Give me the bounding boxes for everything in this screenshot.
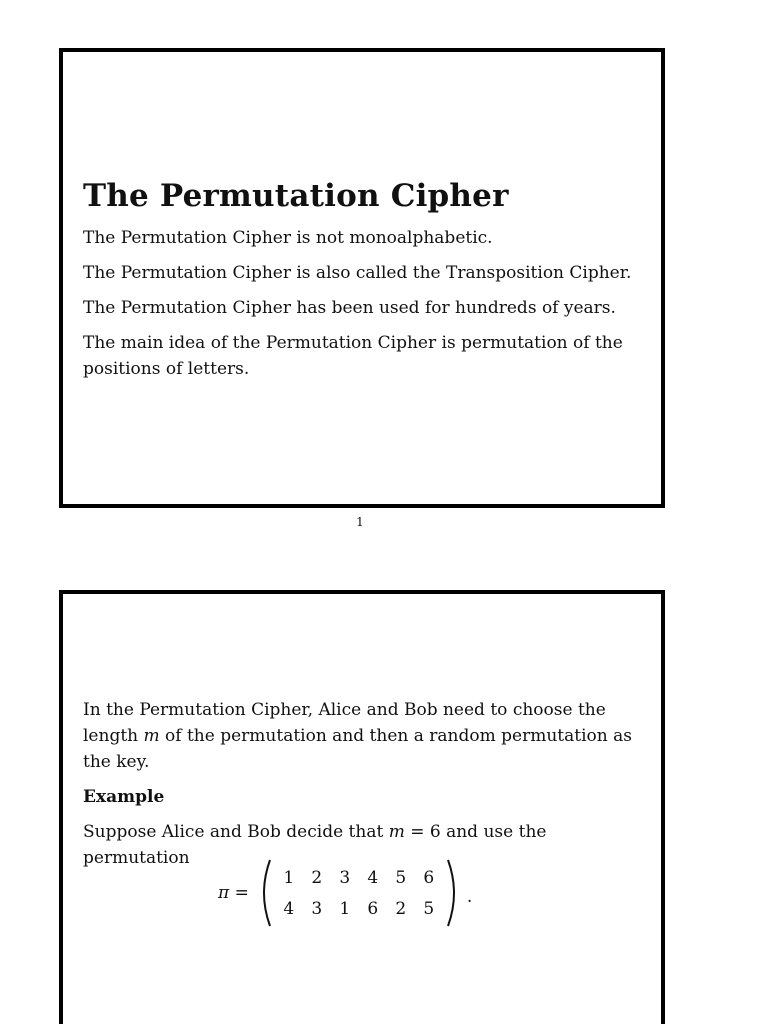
- matrix-cell: 6: [367, 898, 379, 919]
- permutation-lhs: [218, 883, 249, 903]
- suppose-equation: = 6 and use the permutation: [83, 822, 547, 868]
- intro-paragraph: [83, 697, 641, 775]
- slide-1: [59, 48, 665, 508]
- matrix-cell: 4: [283, 898, 295, 919]
- slide-1-body: [83, 225, 633, 391]
- pi-symbol: π: [218, 883, 230, 903]
- matrix-cell: 4: [367, 867, 379, 888]
- math-variable-m: m: [388, 822, 405, 842]
- example-heading: Example: [83, 787, 165, 807]
- matrix-cell: 2: [395, 898, 407, 919]
- slide-2-body: [83, 697, 641, 880]
- intro-text-part2: of the permutation and then a random permutation as the key.: [83, 726, 632, 772]
- slide-2: [59, 590, 665, 1024]
- equals-sign: =: [234, 883, 249, 903]
- paragraph: The main idea of the Permutation Cipher is permutation of the positions of letters.: [83, 333, 623, 379]
- matrix-cell: 6: [423, 867, 435, 888]
- paragraph: The Permutation Cipher has been used for hundreds of years.: [83, 298, 616, 318]
- permutation-matrix: [273, 862, 445, 924]
- math-variable-m: m: [143, 726, 160, 746]
- suppose-text-part1: Suppose Alice and Bob decide that: [83, 822, 389, 842]
- left-parenthesis: [257, 858, 273, 928]
- matrix-cell: 3: [339, 867, 351, 888]
- matrix-cell: 2: [311, 867, 323, 888]
- matrix-cell: 5: [423, 898, 435, 919]
- permutation-equation: [218, 858, 472, 928]
- page-number: 1: [356, 515, 364, 529]
- matrix-cell: 1: [339, 898, 351, 919]
- matrix-cell: 1: [283, 867, 295, 888]
- paragraph: The Permutation Cipher is not monoalphabetic.: [83, 228, 493, 248]
- trailing-period: .: [466, 887, 473, 907]
- matrix-cell: 5: [395, 867, 407, 888]
- slide-title: The Permutation Cipher: [83, 178, 509, 214]
- right-parenthesis: [445, 858, 461, 928]
- paragraph: The Permutation Cipher is also called the Transposition Cipher.: [83, 263, 632, 283]
- matrix-cell: 3: [311, 898, 323, 919]
- intro-text-part1: In the Permutation Cipher, Alice and Bob need to choose the length: [83, 700, 606, 746]
